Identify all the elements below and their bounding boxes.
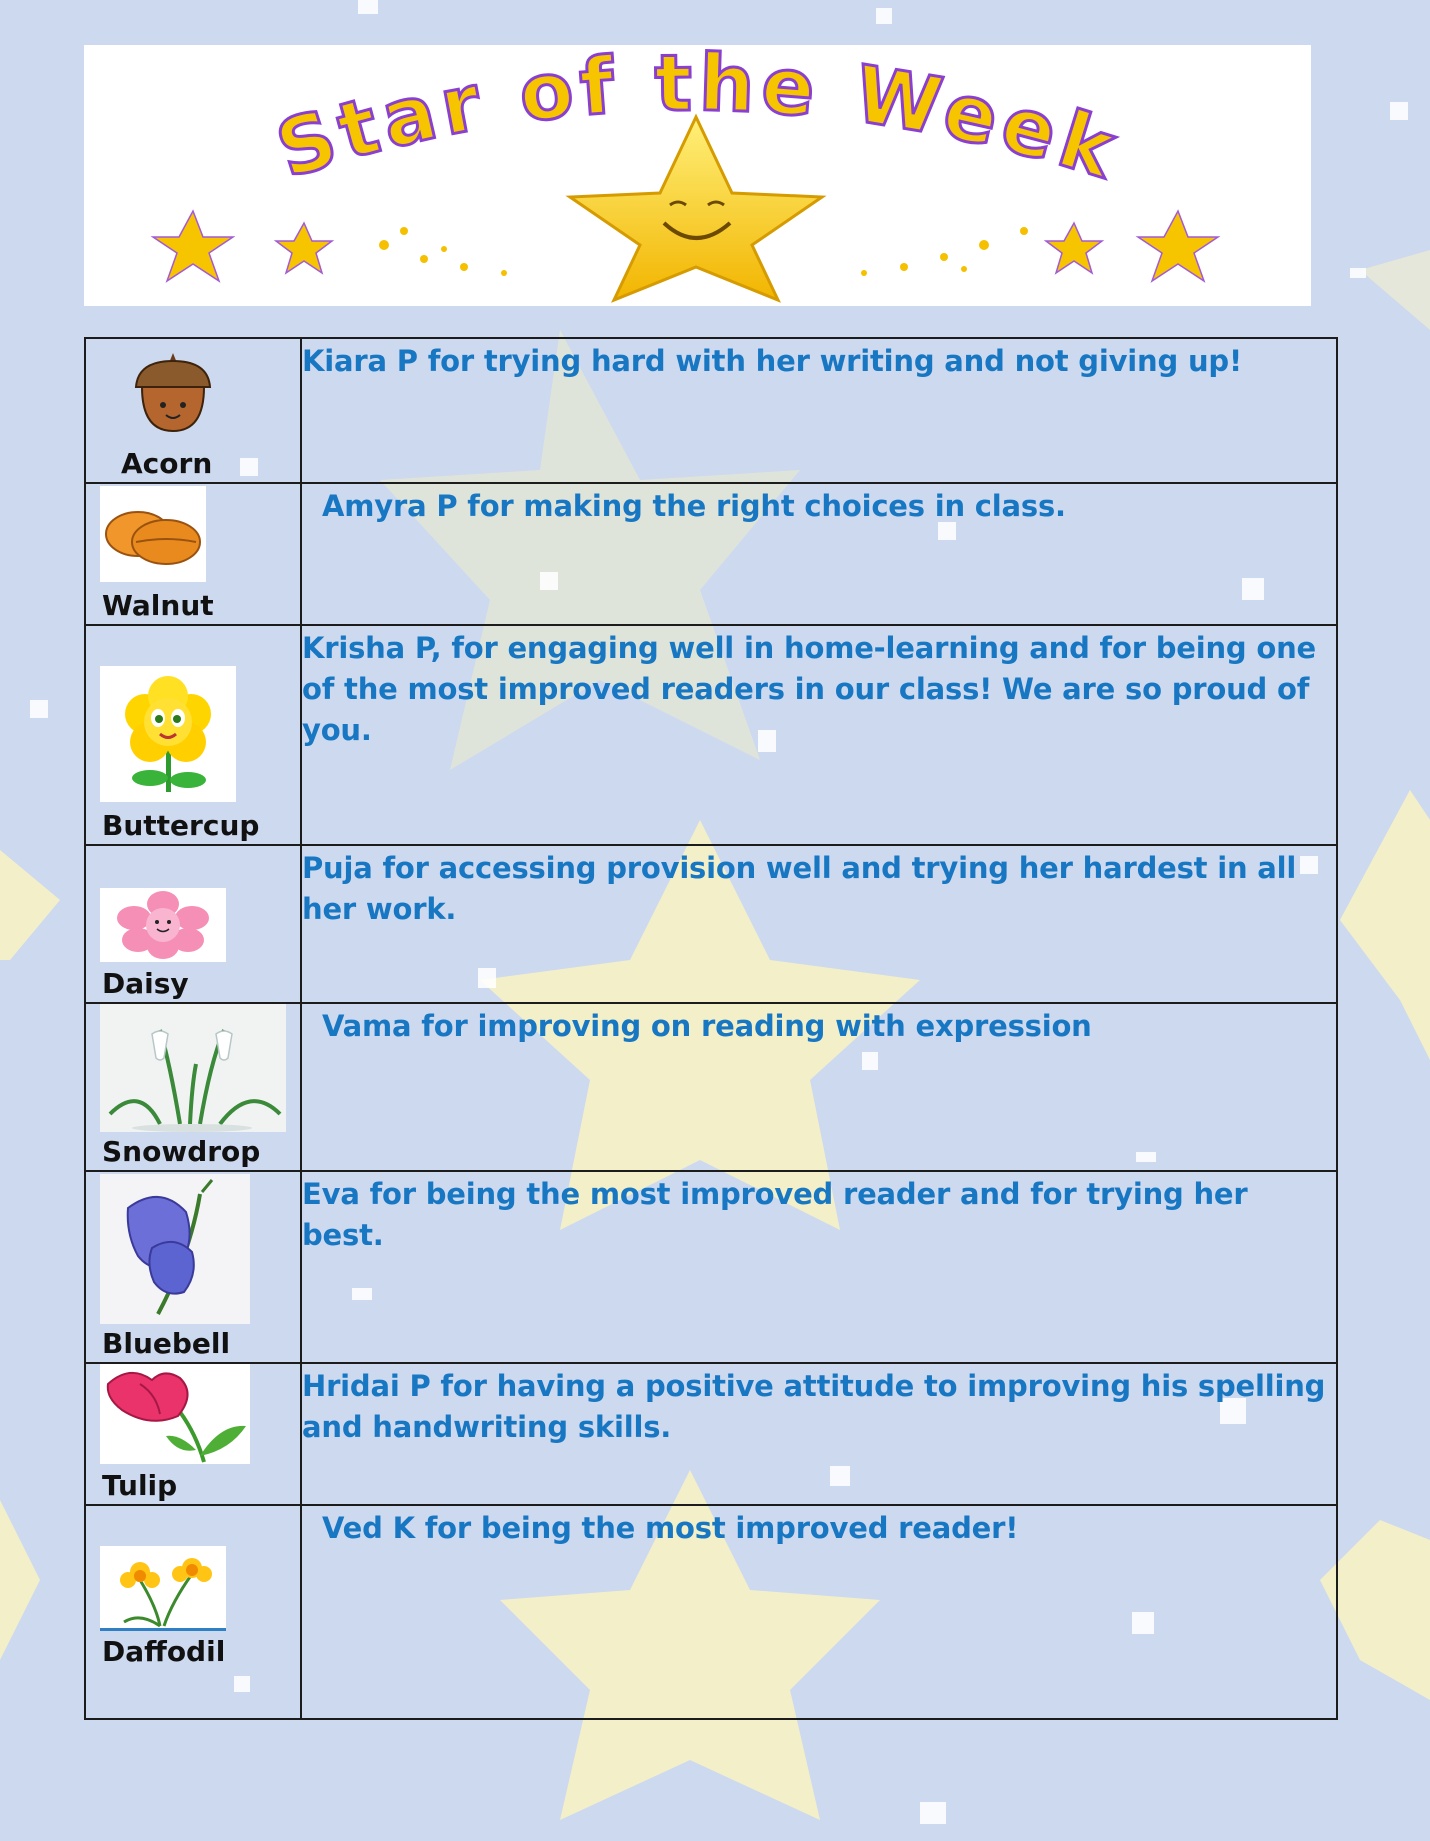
banner-artwork <box>84 45 1311 306</box>
acorn-icon <box>130 349 216 435</box>
message-cell <box>301 1363 1337 1505</box>
message-cell <box>301 338 1337 483</box>
table-row <box>85 845 1337 1003</box>
daisy-icon <box>100 888 226 962</box>
star-message: Puja for accessing provision well and trying her hardest in all her work. <box>302 851 1297 926</box>
buttercup-icon <box>100 666 236 802</box>
tulip-icon <box>100 1364 250 1464</box>
bluebell-icon <box>100 1174 250 1324</box>
class-name: Tulip <box>102 1469 178 1502</box>
star-message: Eva for being the most improved reader and for trying her best. <box>302 1177 1248 1252</box>
class-name: Bluebell <box>102 1327 231 1360</box>
star-message: Ved K for being the most improved reader! <box>322 1511 1019 1545</box>
star-message: Kiara P for trying hard with her writing and not giving up! <box>302 344 1242 378</box>
message-cell <box>301 1505 1337 1719</box>
table-row <box>85 1171 1337 1363</box>
class-name: Buttercup <box>102 809 260 842</box>
star-of-the-week-table <box>84 337 1338 1720</box>
walnut-icon <box>100 486 206 582</box>
class-name: Daisy <box>102 967 189 1000</box>
message-cell <box>301 1171 1337 1363</box>
star-message: Hridai P for having a positive attitude to improving his spelling and handwriting skills. <box>302 1369 1326 1444</box>
class-cell <box>85 338 301 483</box>
class-cell <box>85 625 301 845</box>
class-cell <box>85 1505 301 1719</box>
class-name: Acorn <box>121 447 213 480</box>
class-cell <box>85 1003 301 1171</box>
star-message: Krisha P, for engaging well in home-learning and for being one of the most improved readers in our class! We are so proud of you. <box>302 631 1316 747</box>
star-message: Vama for improving on reading with expression <box>322 1009 1092 1043</box>
table-row <box>85 483 1337 625</box>
class-cell <box>85 483 301 625</box>
message-cell <box>301 1003 1337 1171</box>
message-cell <box>301 625 1337 845</box>
class-cell <box>85 1363 301 1505</box>
class-name: Walnut <box>102 589 214 622</box>
table-row <box>85 1363 1337 1505</box>
snowdrop-icon <box>100 1004 286 1132</box>
class-name: Snowdrop <box>102 1135 261 1168</box>
star-of-the-week-banner <box>84 45 1311 306</box>
class-cell <box>85 845 301 1003</box>
class-name: Daffodil <box>102 1635 226 1668</box>
table-row <box>85 1003 1337 1171</box>
banner-title: Star of the Week <box>266 45 1131 198</box>
message-cell <box>301 845 1337 1003</box>
table-row <box>85 625 1337 845</box>
message-cell <box>301 483 1337 625</box>
class-cell <box>85 1171 301 1363</box>
star-message: Amyra P for making the right choices in class. <box>322 489 1066 523</box>
table-row <box>85 1505 1337 1719</box>
daffodil-icon <box>100 1546 226 1631</box>
table-row <box>85 338 1337 483</box>
